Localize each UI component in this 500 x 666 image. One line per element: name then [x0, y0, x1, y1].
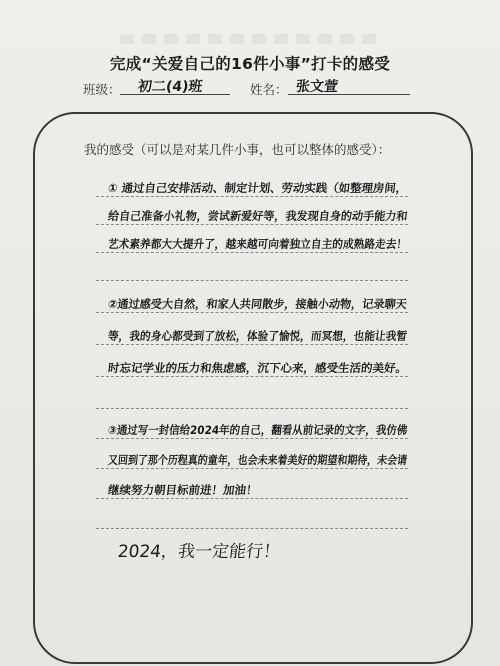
ruled-line [96, 438, 408, 439]
ruled-line [96, 498, 408, 499]
class-label: 班级： [83, 82, 121, 97]
handwritten-line: ③通过写一封信给2024年的自己，翻看从前记录的文字，我仿佛 [107, 423, 408, 437]
class-value: 初二(4)班 [137, 79, 204, 95]
ruled-line [96, 468, 408, 469]
feelings-prompt: 我的感受（可以是对某几件小事，也可以整体的感受）： [84, 142, 391, 157]
handwritten-line: 艺术素养都大大提升了，越来越可向着独立自主的成熟路走去！ [107, 237, 408, 251]
name-label: 姓名： [250, 82, 288, 97]
handwritten-line: 给自己准备小礼物，尝试新爱好等，我发现自身的动手能力和 [107, 209, 409, 223]
ruled-line [96, 224, 408, 225]
handwritten-line: 时忘记学业的压力和焦虑感，沉下心来，感受生活的美好。 [107, 361, 408, 375]
ruled-line [96, 312, 408, 313]
worksheet-title: 完成“关爱自己的16件小事”打卡的感受 [109, 55, 391, 73]
ruled-line [96, 344, 408, 345]
handwritten-line: 继续努力朝目标前进！加油！ [107, 483, 259, 497]
ruled-line [96, 408, 408, 409]
ruled-line [96, 376, 408, 377]
ruled-line [96, 196, 408, 197]
bleed-through-text [120, 34, 380, 44]
handwritten-line: 又回到了那个历程真的童年，也会未来着美好的期望和期待，未会请 [107, 453, 408, 467]
ruled-line [96, 528, 408, 529]
ruled-line [96, 280, 408, 281]
handwritten-line: ① 通过自己安排活动、制定计划、劳动实践（如整理房间， [107, 181, 408, 195]
closing-line: 2024，我一定能行！ [116, 542, 282, 562]
name-value: 张文萱 [295, 79, 339, 95]
ruled-line [96, 252, 408, 253]
handwritten-line: 等，我的身心都受到了放松，体验了愉悦，而冥想，也能让我暂 [107, 329, 408, 343]
handwritten-line: ②通过感受大自然，和家人共同散步，接触小动物，记录聊天 [107, 297, 408, 311]
